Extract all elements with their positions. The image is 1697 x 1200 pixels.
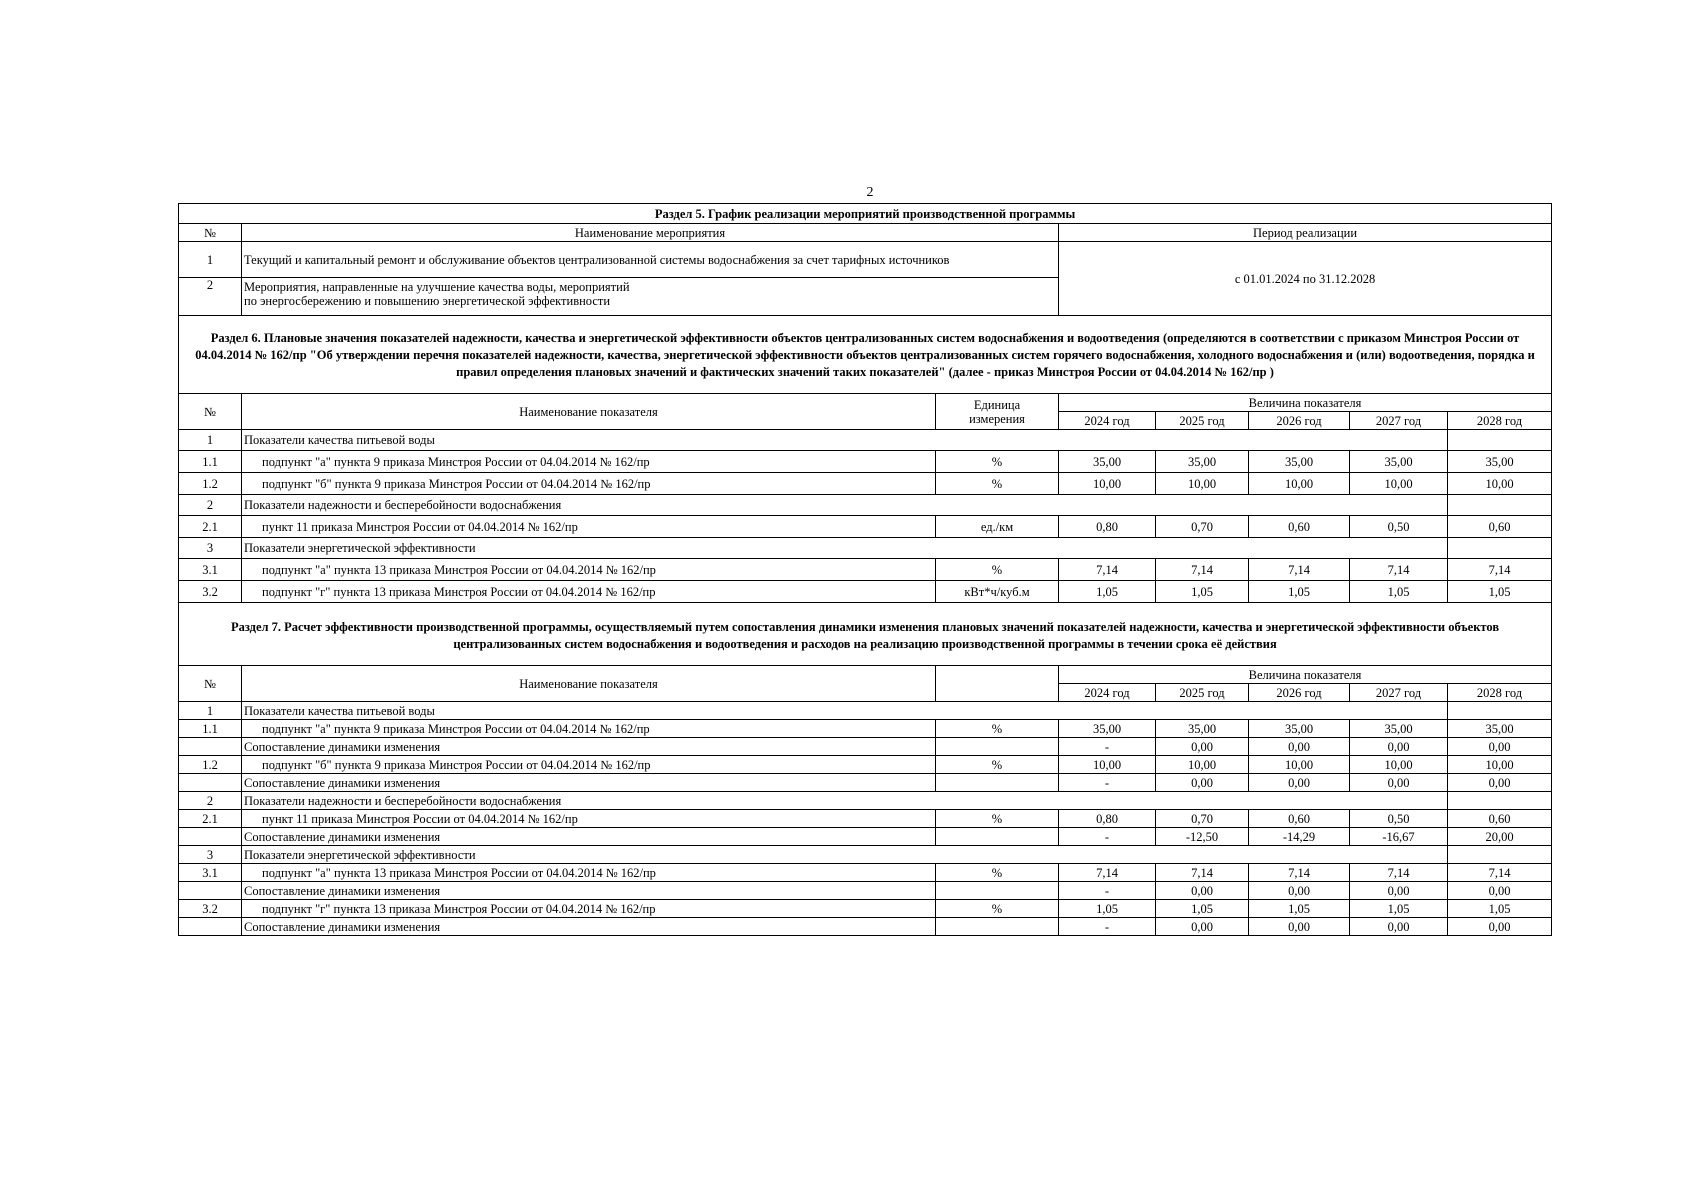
section6-row-no: 3 bbox=[179, 538, 242, 559]
section7-row-value: 0,50 bbox=[1350, 810, 1448, 828]
section7-row-value: 1,05 bbox=[1156, 900, 1249, 918]
section7-row-name: подпункт "а" пункта 13 приказа Минстроя России от 04.04.2014 № 162/пр bbox=[242, 864, 936, 882]
section6-row-value: 1,05 bbox=[1059, 581, 1156, 603]
section6-row-value: 7,14 bbox=[1249, 559, 1350, 581]
section7-row-value: 35,00 bbox=[1448, 720, 1552, 738]
section7-compare-value: 0,00 bbox=[1156, 738, 1249, 756]
section6-row-no: 1 bbox=[179, 430, 242, 451]
section6-row-value: 35,00 bbox=[1059, 451, 1156, 473]
section6-row bbox=[179, 581, 1552, 603]
section7-row-empty bbox=[1448, 702, 1552, 720]
section7-row-value: 1,05 bbox=[1448, 900, 1552, 918]
section7-row-name: Показатели энергетической эффективности bbox=[242, 846, 1448, 864]
section7-row-value: 1,05 bbox=[1059, 900, 1156, 918]
section7-row-no bbox=[179, 882, 242, 900]
section7-row-name: Показатели качества питьевой воды bbox=[242, 702, 1448, 720]
section6-row-value: 35,00 bbox=[1156, 451, 1249, 473]
section6-row-value: 35,00 bbox=[1448, 451, 1552, 473]
section7-row-unit bbox=[936, 828, 1059, 846]
section6-header-year: 2028 год bbox=[1448, 412, 1552, 430]
section6-row-value: 7,14 bbox=[1350, 559, 1448, 581]
section6-header-year: 2026 год bbox=[1249, 412, 1350, 430]
section6-row-value: 7,14 bbox=[1448, 559, 1552, 581]
section7-row-empty bbox=[1448, 792, 1552, 810]
section7-row-no: 1.1 bbox=[179, 720, 242, 738]
section7-row-unit: % bbox=[936, 720, 1059, 738]
section7-row bbox=[179, 738, 1552, 756]
section6-row bbox=[179, 495, 1552, 516]
section5-title: Раздел 5. График реализации мероприятий производственной программы bbox=[179, 204, 1552, 224]
section6-row-value: 10,00 bbox=[1156, 473, 1249, 495]
section7-compare-value: - bbox=[1059, 918, 1156, 936]
section6-row-empty bbox=[1448, 430, 1552, 451]
section6-row-no: 1.1 bbox=[179, 451, 242, 473]
section6-row-no: 2.1 bbox=[179, 516, 242, 538]
section7-row-unit: % bbox=[936, 810, 1059, 828]
section7-compare-value: - bbox=[1059, 738, 1156, 756]
section7-row-no: 3.1 bbox=[179, 864, 242, 882]
section5-row-name: Текущий и капитальный ремонт и обслуживание объектов централизованной системы водоснабжения за счет тарифных источников bbox=[242, 242, 1059, 278]
section6-row-value: 10,00 bbox=[1249, 473, 1350, 495]
section7-row-value: 7,14 bbox=[1448, 864, 1552, 882]
section6-row-value: 10,00 bbox=[1448, 473, 1552, 495]
section6-row bbox=[179, 516, 1552, 538]
section7-row bbox=[179, 846, 1552, 864]
section7-compare-label: Сопоставление динамики изменения bbox=[242, 738, 936, 756]
section7-row-value: 35,00 bbox=[1059, 720, 1156, 738]
section7-compare-value: 0,00 bbox=[1350, 882, 1448, 900]
section6-row bbox=[179, 451, 1552, 473]
section6-row-value: 0,70 bbox=[1156, 516, 1249, 538]
section6-header-value: Величина показателя bbox=[1059, 394, 1552, 412]
section7-row-value: 7,14 bbox=[1059, 864, 1156, 882]
section6-row-unit: кВт*ч/куб.м bbox=[936, 581, 1059, 603]
section7-header-no: № bbox=[179, 666, 242, 702]
section6-row-value: 35,00 bbox=[1350, 451, 1448, 473]
section7-compare-value: 0,00 bbox=[1350, 738, 1448, 756]
section7-row bbox=[179, 882, 1552, 900]
section7-row bbox=[179, 828, 1552, 846]
section6-row-unit: % bbox=[936, 559, 1059, 581]
section7-row-unit bbox=[936, 918, 1059, 936]
section5-header-no: № bbox=[179, 224, 242, 242]
section7-row-value: 35,00 bbox=[1156, 720, 1249, 738]
section7-compare-value: - bbox=[1059, 828, 1156, 846]
section7-compare-value: - bbox=[1059, 774, 1156, 792]
section7-row bbox=[179, 810, 1552, 828]
section6-row-name: подпункт "г" пункта 13 приказа Минстроя России от 04.04.2014 № 162/пр bbox=[242, 581, 936, 603]
section6-header-row-1 bbox=[179, 394, 1552, 412]
section5-row-name-line2: по энергосбережению и повышению энергетической эффективности bbox=[244, 294, 611, 308]
section7-compare-value: 0,00 bbox=[1156, 882, 1249, 900]
section6-header-year: 2027 год bbox=[1350, 412, 1448, 430]
section7-compare-value: 0,00 bbox=[1249, 774, 1350, 792]
section6-row-value: 0,50 bbox=[1350, 516, 1448, 538]
section7-header-year: 2024 год bbox=[1059, 684, 1156, 702]
section6-row bbox=[179, 538, 1552, 559]
page-number: 2 bbox=[866, 185, 874, 200]
section6-row-value: 1,05 bbox=[1350, 581, 1448, 603]
section7-row bbox=[179, 720, 1552, 738]
section5-row-1 bbox=[179, 242, 1552, 278]
section6-header-unit-line1: Единица bbox=[973, 397, 1021, 412]
section5-period-value: с 01.01.2024 по 31.12.2028 bbox=[1059, 242, 1552, 316]
section7-row-name: подпункт "б" пункта 9 приказа Минстроя России от 04.04.2014 № 162/пр bbox=[242, 756, 936, 774]
section6-row-value: 0,60 bbox=[1249, 516, 1350, 538]
section7-row-value: 10,00 bbox=[1156, 756, 1249, 774]
section7-row-no bbox=[179, 738, 242, 756]
section7-row-value: 35,00 bbox=[1249, 720, 1350, 738]
section7-compare-value: 0,00 bbox=[1448, 918, 1552, 936]
section7-row-name: Показатели надежности и бесперебойности водоснабжения bbox=[242, 792, 1448, 810]
section7-row-no: 3 bbox=[179, 846, 242, 864]
section7-header-year: 2026 год bbox=[1249, 684, 1350, 702]
section6-header-name: Наименование показателя bbox=[242, 394, 936, 430]
section6-row-value: 7,14 bbox=[1156, 559, 1249, 581]
section6-body bbox=[179, 430, 1552, 603]
section6-row-name: подпункт "б" пункта 9 приказа Минстроя России от 04.04.2014 № 162/пр bbox=[242, 473, 936, 495]
section7-row-no bbox=[179, 828, 242, 846]
section7-compare-value: -16,67 bbox=[1350, 828, 1448, 846]
section6-row-name: пункт 11 приказа Минстроя России от 04.04.2014 № 162/пр bbox=[242, 516, 936, 538]
section6-row-name: Показатели надежности и бесперебойности водоснабжения bbox=[242, 495, 1448, 516]
section5-row-no: 2 bbox=[179, 278, 242, 316]
section6-row-empty bbox=[1448, 538, 1552, 559]
section7-row-name: пункт 11 приказа Минстроя России от 04.04.2014 № 162/пр bbox=[242, 810, 936, 828]
section7-row-no bbox=[179, 774, 242, 792]
section6-row-empty bbox=[1448, 495, 1552, 516]
section7-row-value: 10,00 bbox=[1350, 756, 1448, 774]
section6-row-name: подпункт "а" пункта 13 приказа Минстроя России от 04.04.2014 № 162/пр bbox=[242, 559, 936, 581]
section7-compare-label: Сопоставление динамики изменения bbox=[242, 918, 936, 936]
section6-row-name: подпункт "а" пункта 9 приказа Минстроя России от 04.04.2014 № 162/пр bbox=[242, 451, 936, 473]
section7-row-unit bbox=[936, 882, 1059, 900]
section7-intro-row bbox=[179, 603, 1552, 666]
section7-row bbox=[179, 756, 1552, 774]
section7-header-year: 2025 год bbox=[1156, 684, 1249, 702]
section7-row bbox=[179, 900, 1552, 918]
section6-row-value: 0,80 bbox=[1059, 516, 1156, 538]
section7-row-value: 7,14 bbox=[1156, 864, 1249, 882]
section5-title-row bbox=[179, 204, 1552, 224]
section6-row-no: 1.2 bbox=[179, 473, 242, 495]
section7-row-unit: % bbox=[936, 864, 1059, 882]
section6-row-name: Показатели энергетической эффективности bbox=[242, 538, 1448, 559]
section6-header-year: 2025 год bbox=[1156, 412, 1249, 430]
section7-row-value: 10,00 bbox=[1249, 756, 1350, 774]
section7-row bbox=[179, 792, 1552, 810]
section7-row bbox=[179, 864, 1552, 882]
section7-header-name: Наименование показателя bbox=[242, 666, 936, 702]
section7-compare-label: Сопоставление динамики изменения bbox=[242, 882, 936, 900]
section5-header-period: Период реализации bbox=[1059, 224, 1552, 242]
section7-row-no: 2 bbox=[179, 792, 242, 810]
section6-row bbox=[179, 559, 1552, 581]
section6-row-name: Показатели качества питьевой воды bbox=[242, 430, 1448, 451]
section6-row-value: 1,05 bbox=[1249, 581, 1350, 603]
section7-row bbox=[179, 702, 1552, 720]
section6-header-no: № bbox=[179, 394, 242, 430]
section6-row-value: 7,14 bbox=[1059, 559, 1156, 581]
section7-compare-value: 20,00 bbox=[1448, 828, 1552, 846]
section6-row-no: 2 bbox=[179, 495, 242, 516]
section7-row bbox=[179, 918, 1552, 936]
section7-header-row-1 bbox=[179, 666, 1552, 684]
section5-header-row bbox=[179, 224, 1552, 242]
section7-row-value: 0,80 bbox=[1059, 810, 1156, 828]
section6-intro-row bbox=[179, 316, 1552, 394]
section7-row-unit bbox=[936, 738, 1059, 756]
section7-compare-label: Сопоставление динамики изменения bbox=[242, 828, 936, 846]
section6-header-year: 2024 год bbox=[1059, 412, 1156, 430]
section7-row-no: 2.1 bbox=[179, 810, 242, 828]
section7-row-value: 10,00 bbox=[1059, 756, 1156, 774]
section7-header-year: 2027 год bbox=[1350, 684, 1448, 702]
section6-row-unit: % bbox=[936, 451, 1059, 473]
section7-row-value: 0,60 bbox=[1249, 810, 1350, 828]
section7-row-no: 1.2 bbox=[179, 756, 242, 774]
section7-row-empty bbox=[1448, 846, 1552, 864]
section5-row-name-line1: Мероприятия, направленные на улучшение качества воды, мероприятий bbox=[244, 280, 630, 294]
section7-compare-value: 0,00 bbox=[1448, 774, 1552, 792]
section7-compare-value: 0,00 bbox=[1156, 774, 1249, 792]
section7-compare-value: 0,00 bbox=[1350, 774, 1448, 792]
section7-row-unit: % bbox=[936, 900, 1059, 918]
section6-row-no: 3.2 bbox=[179, 581, 242, 603]
section7-row-value: 1,05 bbox=[1350, 900, 1448, 918]
section7-row-value: 35,00 bbox=[1350, 720, 1448, 738]
section7-compare-value: 0,00 bbox=[1249, 918, 1350, 936]
section6-intro: Раздел 6. Плановые значения показателей надежности, качества и энергетической эффективности объектов централизованных систем водоснабжения и водоотведения (определяются в соответствии с приказом Минстроя России от 04.04.2014 № 162/пр "Об утверждении перечня показателей надежности, качества, энергетической эффективности объектов централизованных систем горячего водоснабжения, холодного водоснабжения и (или) водоотведения, порядка и правил определения плановых значений и фактических значений таких показателей" (далее - приказ Минстроя России от 04.04.2014 № 162/пр ) bbox=[179, 316, 1552, 394]
section6-row bbox=[179, 430, 1552, 451]
section6-row-value: 10,00 bbox=[1059, 473, 1156, 495]
section7-compare-value: 0,00 bbox=[1249, 738, 1350, 756]
section6-row-unit: % bbox=[936, 473, 1059, 495]
section6-row-value: 35,00 bbox=[1249, 451, 1350, 473]
section7-compare-value: 0,00 bbox=[1448, 882, 1552, 900]
section7-row-no: 3.2 bbox=[179, 900, 242, 918]
section7-compare-value: 0,00 bbox=[1448, 738, 1552, 756]
section7-compare-value: 0,00 bbox=[1350, 918, 1448, 936]
section5-header-name: Наименование мероприятия bbox=[242, 224, 1059, 242]
section6-row-no: 3.1 bbox=[179, 559, 242, 581]
section7-body bbox=[179, 702, 1552, 936]
section6-row-value: 1,05 bbox=[1156, 581, 1249, 603]
section7-row-unit: % bbox=[936, 756, 1059, 774]
section7-head bbox=[179, 603, 1552, 702]
document-body bbox=[178, 203, 1551, 936]
section7-row-no: 1 bbox=[179, 702, 242, 720]
section7-compare-value: -12,50 bbox=[1156, 828, 1249, 846]
section7-row-value: 7,14 bbox=[1249, 864, 1350, 882]
section6-row-value: 10,00 bbox=[1350, 473, 1448, 495]
section7-header-year: 2028 год bbox=[1448, 684, 1552, 702]
section7-row-value: 7,14 bbox=[1350, 864, 1448, 882]
section7-row-no bbox=[179, 918, 242, 936]
section7-compare-value: - bbox=[1059, 882, 1156, 900]
section7-row-name: подпункт "а" пункта 9 приказа Минстроя России от 04.04.2014 № 162/пр bbox=[242, 720, 936, 738]
section7-row-value: 10,00 bbox=[1448, 756, 1552, 774]
section7-header-value: Величина показателя bbox=[1059, 666, 1552, 684]
section7-row-unit bbox=[936, 774, 1059, 792]
section7-compare-value: 0,00 bbox=[1156, 918, 1249, 936]
section7-row bbox=[179, 774, 1552, 792]
section7-row-value: 1,05 bbox=[1249, 900, 1350, 918]
section7-row-value: 0,70 bbox=[1156, 810, 1249, 828]
section7-intro: Раздел 7. Расчет эффективности производственной программы, осуществляемый путем сопоставления динамики изменения плановых значений показателей надежности, качества и энергетической эффективности объектов централизованных систем водоснабжения и водоотведения и расходов на реализацию производственной программы в течении срока её действия bbox=[179, 603, 1552, 666]
section7-compare-label: Сопоставление динамики изменения bbox=[242, 774, 936, 792]
section6-row bbox=[179, 473, 1552, 495]
section7-header-unit-empty bbox=[936, 666, 1059, 702]
main-table bbox=[178, 203, 1552, 936]
section7-compare-value: 0,00 bbox=[1249, 882, 1350, 900]
section6-row-value: 0,60 bbox=[1448, 516, 1552, 538]
section7-row-name: подпункт "г" пункта 13 приказа Минстроя России от 04.04.2014 № 162/пр bbox=[242, 900, 936, 918]
section7-row-value: 0,60 bbox=[1448, 810, 1552, 828]
section7-compare-value: -14,29 bbox=[1249, 828, 1350, 846]
section5-row-no: 1 bbox=[179, 242, 242, 278]
section6-row-unit: ед./км bbox=[936, 516, 1059, 538]
section6-header-unit-line2: измерения bbox=[969, 411, 1025, 426]
section6-row-value: 1,05 bbox=[1448, 581, 1552, 603]
